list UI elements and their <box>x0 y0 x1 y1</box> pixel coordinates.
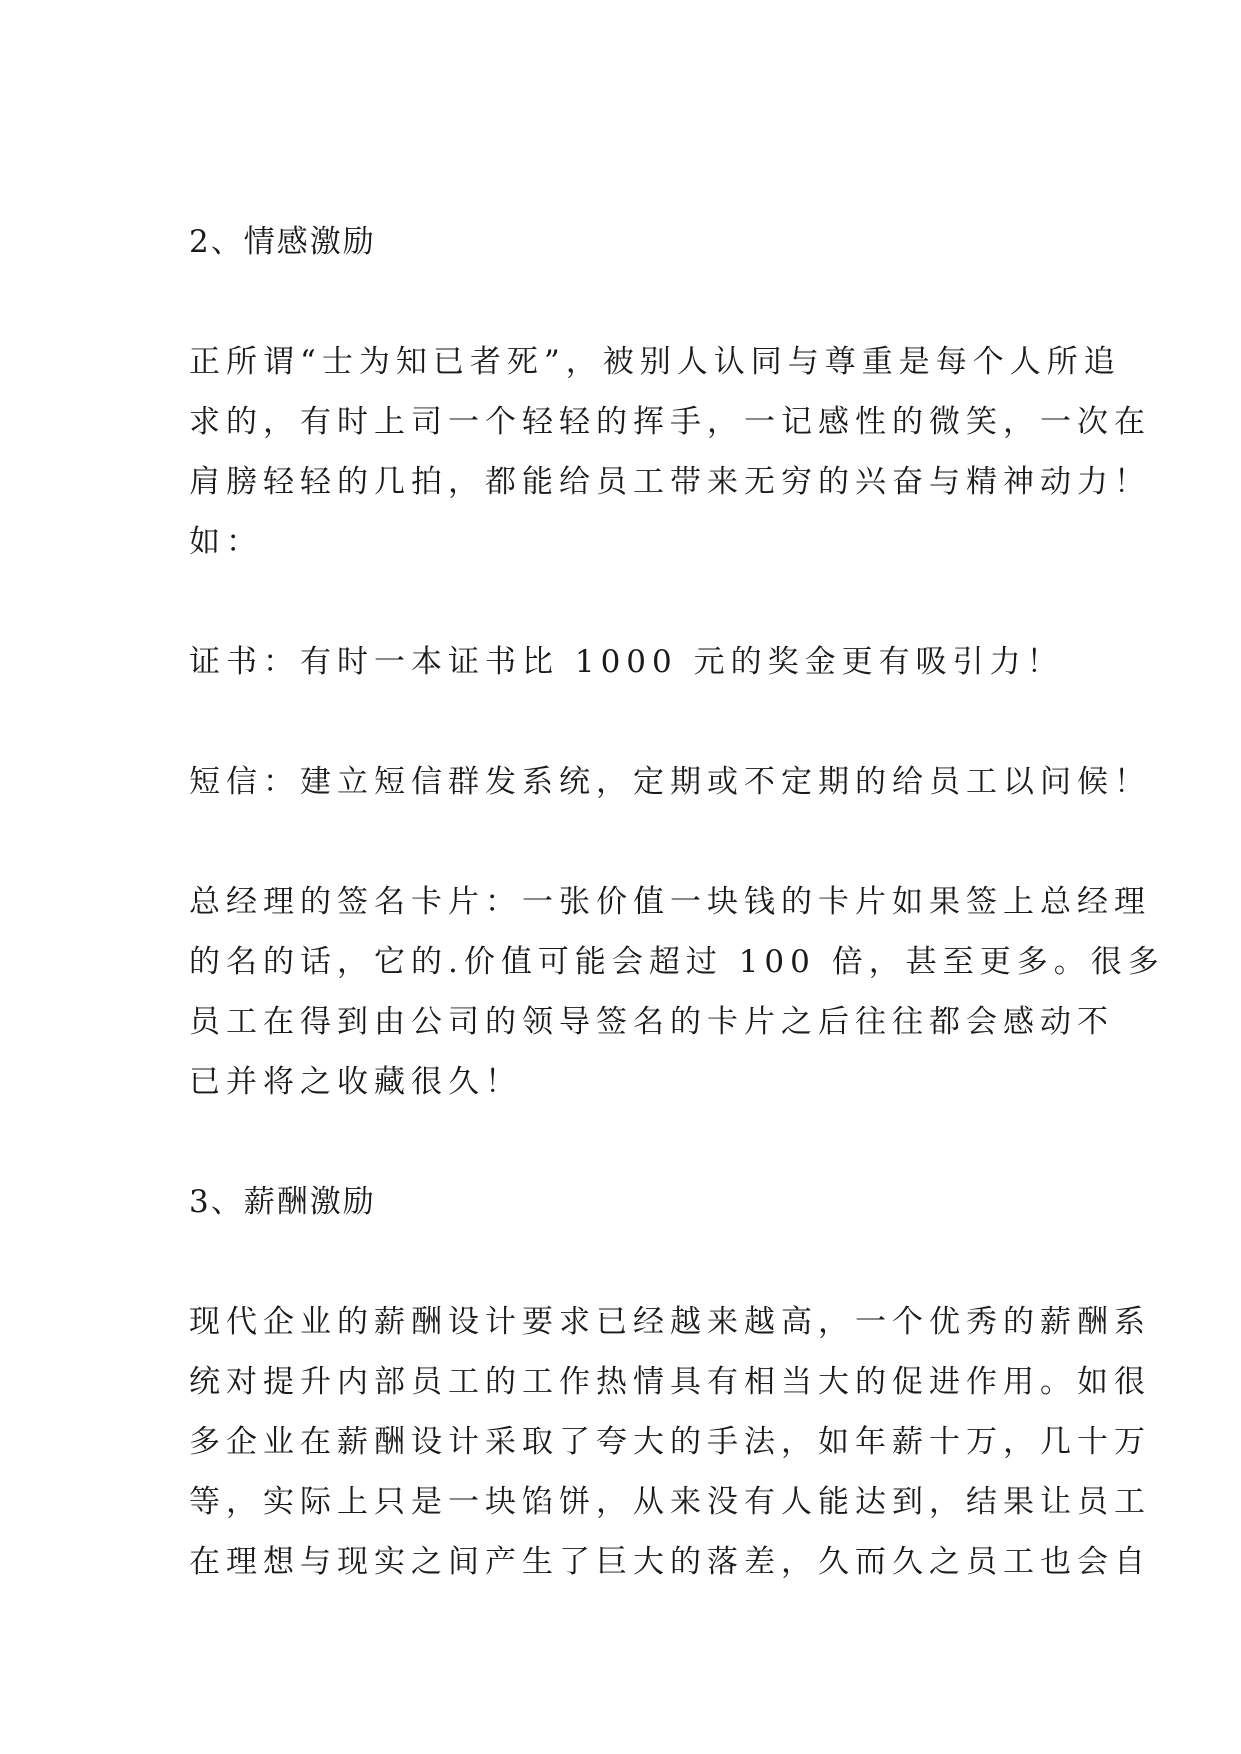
section-heading: 3、薪酬激励 <box>189 1184 376 1220</box>
section-heading: 2、情感激励 <box>189 224 376 260</box>
paragraph-line: 等，实际上只是一块馅饼，从来没有人能达到，结果让员工 <box>189 1484 1151 1520</box>
paragraph-line: 总经理的签名卡片：一张价值一块钱的卡片如果签上总经理 <box>189 884 1151 920</box>
paragraph-line: 如： <box>189 524 263 560</box>
paragraph-line: 短信：建立短信群发系统，定期或不定期的给员工以问候！ <box>189 764 1151 800</box>
paragraph-line: 在理想与现实之间产生了巨大的落差，久而久之员工也会自 <box>189 1544 1151 1580</box>
paragraph-line: 已并将之收藏很久！ <box>189 1064 522 1100</box>
paragraph-line: 证书：有时一本证书比 1000 元的奖金更有吸引力！ <box>189 644 1064 680</box>
paragraph-line: 统对提升内部员工的工作热情具有相当大的促进作用。如很 <box>189 1364 1151 1400</box>
paragraph-line: 正所谓“士为知已者死”，被别人认同与尊重是每个人所追 <box>189 344 1121 380</box>
paragraph-line: 求的，有时上司一个轻轻的挥手，一记感性的微笑，一次在 <box>189 404 1151 440</box>
paragraph-line: 多企业在薪酬设计采取了夸大的手法，如年薪十万，几十万 <box>189 1424 1151 1460</box>
paragraph-line: 现代企业的薪酬设计要求已经越来越高，一个优秀的薪酬系 <box>189 1304 1151 1340</box>
paragraph-line: 肩膀轻轻的几拍，都能给员工带来无穷的兴奋与精神动力！ <box>189 464 1151 500</box>
paragraph-line: 员工在得到由公司的领导签名的卡片之后往往都会感动不 <box>189 1004 1114 1040</box>
paragraph-line: 的名的话，它的.价值可能会超过 100 倍，甚至更多。很多 <box>189 944 1165 980</box>
